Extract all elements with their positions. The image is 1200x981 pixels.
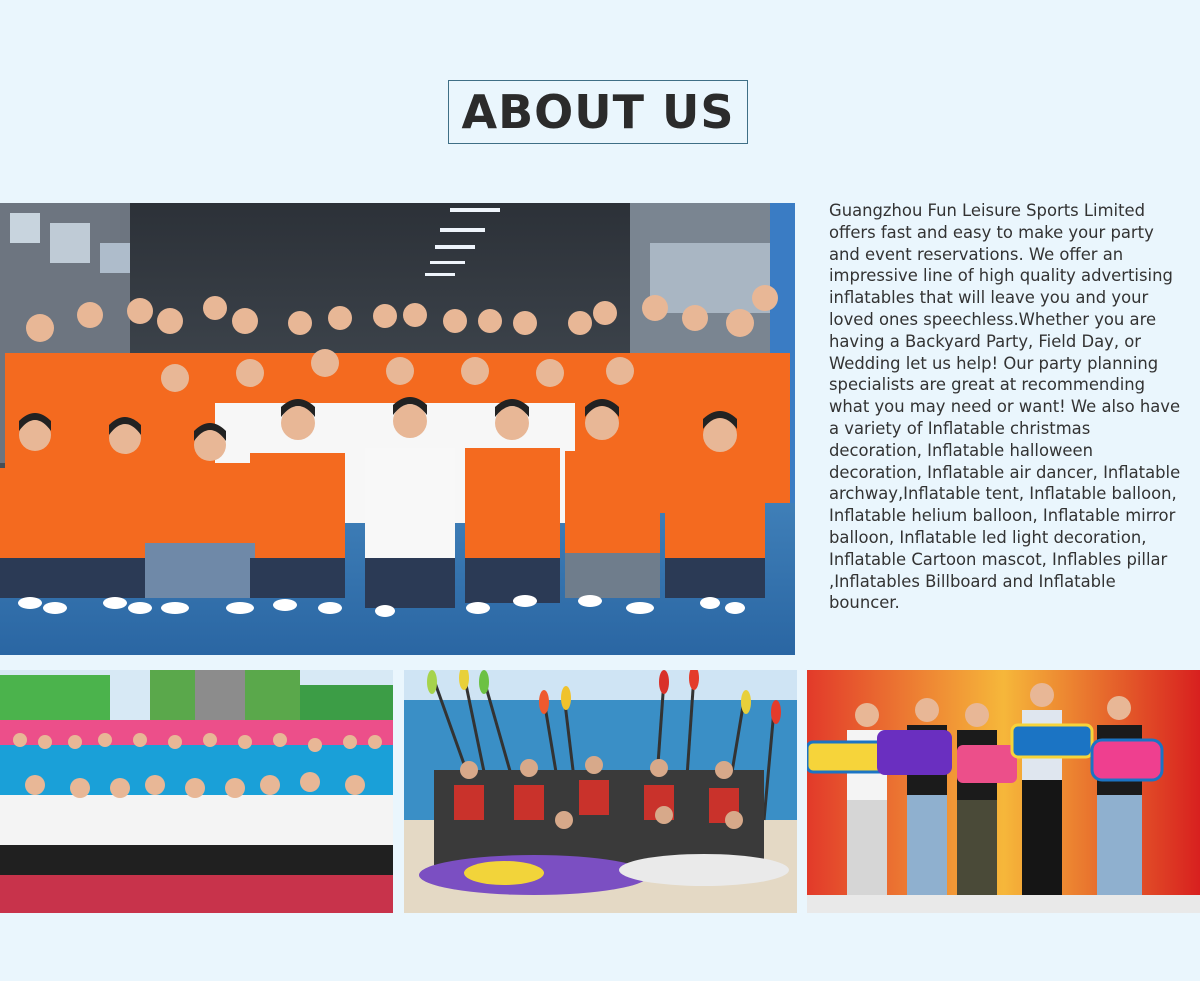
team-photo-factory	[0, 203, 795, 655]
about-paragraph: Guangzhou Fun Leisure Sports Limited offers fast and easy to make your party and event reservations. We offer an impressive line of high quality advertising inflatables that will leave you and your loved ones speechless.Whether you are having a Backyard Party, Field Day, or Wedding let us help! Our party planning specialists are great at recommending what you may need or want! We also have a variety of Inflatable christmas decoration, Inflatable halloween decoration, Inflatable air dancer, Inflatable archway,Inflatable tent, Inflatable balloon, Inflatable helium balloon, Inflatable mirror balloon, Inflatable led light decoration, Inflatable Cartoon mascot, Inflables pillar ,Inflatables Billboard and Inflatable bouncer.	[829, 201, 1181, 613]
team-photo-event-stage	[807, 670, 1200, 913]
about-title-box	[448, 80, 748, 144]
team-photo-inflatable-park	[0, 670, 393, 913]
page-title: ABOUT US	[461, 85, 735, 139]
team-photo-kayak-beach	[404, 670, 797, 913]
